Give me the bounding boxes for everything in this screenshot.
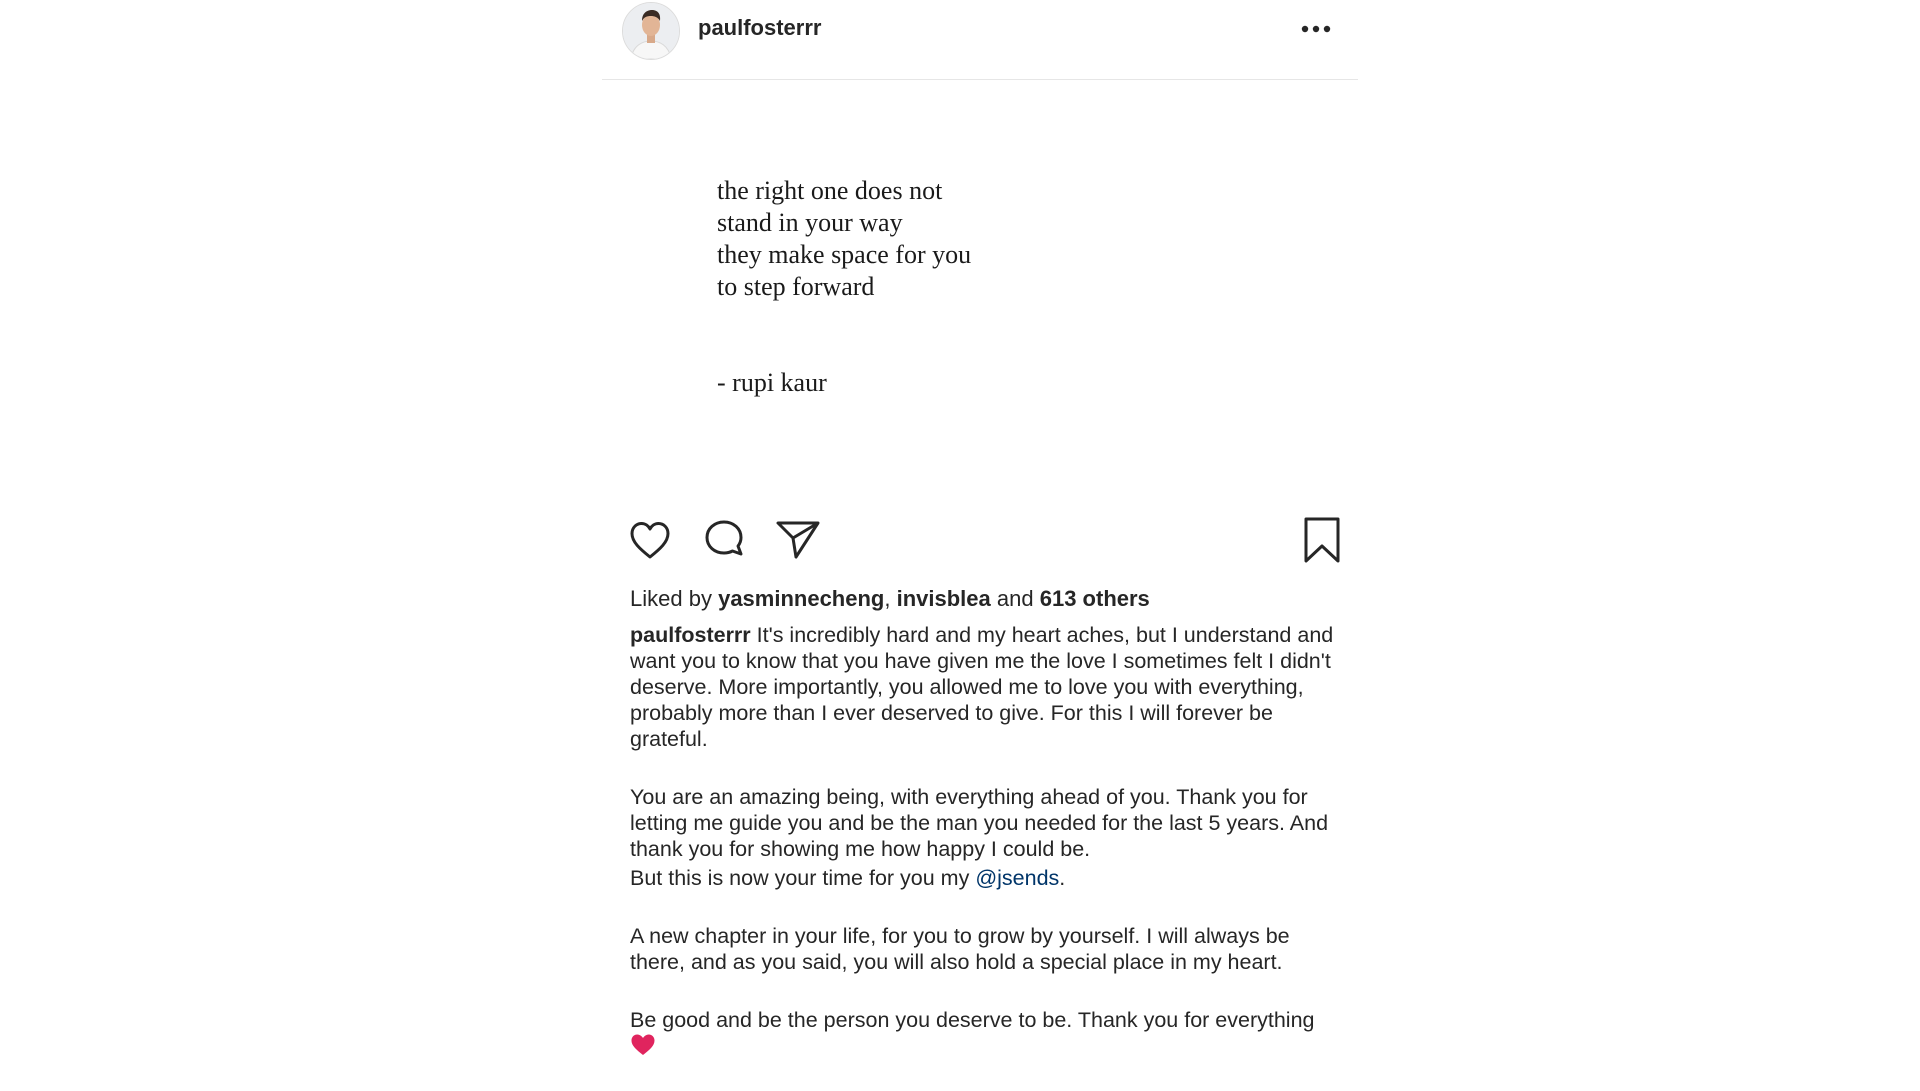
caption-paragraph: A new chapter in your life, for you to grow by yourself. I will always be there, and as you said, you will also hold a special place in my heart. <box>630 924 1290 974</box>
comment-button[interactable] <box>700 516 748 564</box>
caption-paragraph <box>630 784 1346 891</box>
user-mention-link[interactable]: @jsends <box>975 866 1060 890</box>
heart-emoji-icon <box>630 1034 656 1058</box>
likes-summary <box>630 586 1150 612</box>
comment-icon <box>700 516 748 564</box>
bookmark-icon <box>1298 516 1346 564</box>
likes-and: and <box>996 586 1034 611</box>
caption-text: You are an amazing being, with everything ahead of you. Thank you for letting me guide you and be the man you needed for the last 5 years. And thank you for showing me how happy I could be. <box>630 785 1329 861</box>
caption-text: But this is now your time for you my <box>630 866 976 890</box>
like-button[interactable] <box>626 516 674 564</box>
red-heart-icon <box>630 1033 656 1057</box>
poem-text <box>717 175 971 303</box>
likes-others-link[interactable]: 613 others <box>1039 586 1150 611</box>
post-header <box>602 0 1358 80</box>
post-username[interactable]: paulfosterrr <box>698 15 822 40</box>
caption-paragraph <box>630 622 1346 752</box>
instagram-post <box>602 0 1358 1080</box>
liker-username[interactable]: yasminnecheng <box>718 586 885 611</box>
likes-separator: , <box>884 586 891 611</box>
caption-line <box>630 865 1346 891</box>
more-horizontal-icon <box>1298 18 1334 40</box>
save-button[interactable] <box>1298 516 1346 564</box>
post-image <box>602 80 1358 500</box>
profile-photo-icon <box>623 3 679 59</box>
poem-line: the right one does not <box>717 176 943 205</box>
likes-prefix: Liked by <box>630 586 712 611</box>
caption-text: Be good and be the person you deserve to be. Thank you for everything <box>630 1008 1315 1032</box>
liker-username[interactable]: invisblea <box>896 586 991 611</box>
paper-plane-icon <box>774 516 822 564</box>
poem-line: they make space for you <box>717 240 972 269</box>
post-caption <box>630 622 1346 1091</box>
caption-text: . <box>1059 866 1066 890</box>
caption-username[interactable]: paulfosterrr <box>630 623 751 647</box>
share-button[interactable] <box>774 516 822 564</box>
avatar[interactable] <box>622 2 680 60</box>
poem-line: to step forward <box>717 272 875 301</box>
poem-line: stand in your way <box>717 208 903 237</box>
more-options-button[interactable] <box>1298 18 1334 40</box>
poem-author: - rupi kaur <box>717 368 827 397</box>
heart-icon <box>626 516 674 564</box>
caption-text: It's incredibly hard and my heart aches, but I understand and want you to know that you have given me the love I sometimes felt I didn't deserve. More importantly, you allowed me to love you with everything, probably more than I ever deserved to give. For this I will forever be grateful. <box>630 623 1334 751</box>
caption-paragraph <box>630 1007 1346 1059</box>
